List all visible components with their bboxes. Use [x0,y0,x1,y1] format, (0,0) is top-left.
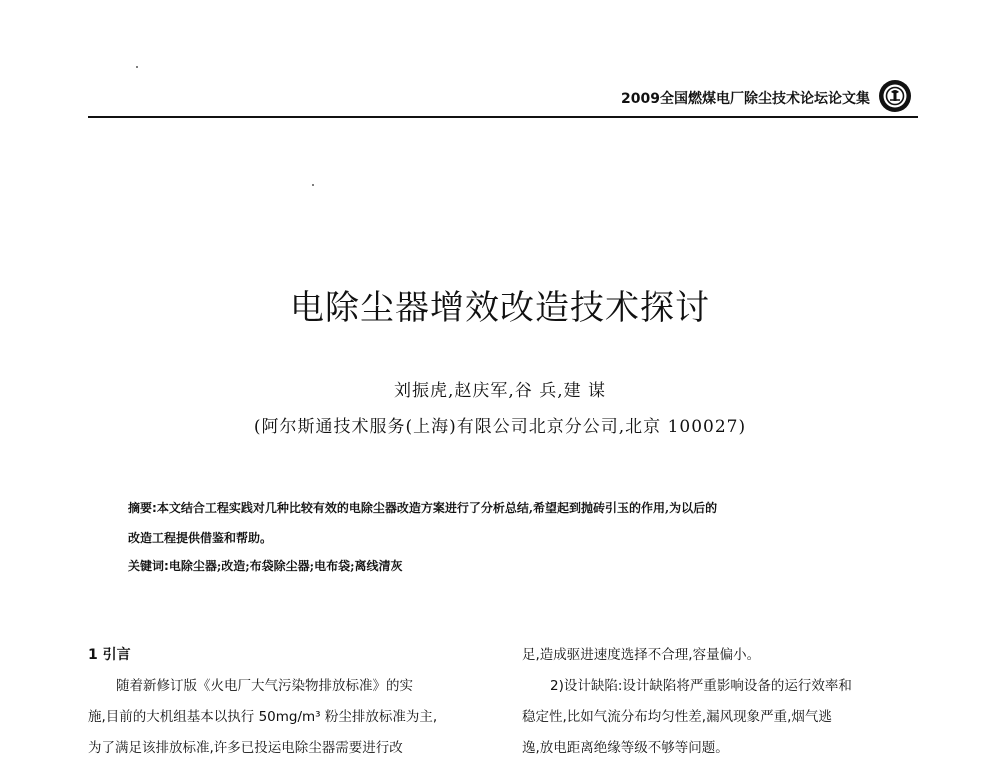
author-affiliation: (阿尔斯通技术服务(上海)有限公司北京分公司,北京 100027) [253,417,747,437]
abstract-label: 摘要: [128,501,157,515]
keywords-text: 电除尘器;改造;布袋除尘器;电布袋;离线清灰 [168,559,403,573]
body-line: 足,造成驱进速度选择不合理,容量偏小。 [522,647,761,663]
body-line: 随着新修订版《火电厂大气污染物排放标准》的实 [116,678,413,694]
conference-seal-icon [877,78,913,114]
keywords [128,557,888,574]
abstract-text-1: 本文结合工程实践对几种比较有效的电除尘器改造方案进行了分析总结,希望起到抛砖引玉的作用,为以后的 [156,501,718,515]
body-right-column [522,640,922,764]
body-line: 稳定性,比如气流分布均匀性差,漏风现象严重,烟气逃 [522,709,832,725]
abstract [128,493,888,553]
running-header: 2009全国燃煤电厂除尘技术论坛论文集 [621,91,870,107]
body-line: 逸,放电距离绝缘等级不够等问题。 [522,740,729,756]
body-line: 2)设计缺陷:设计缺陷将严重影响设备的运行效率和 [550,678,852,694]
keywords-label: 关键词: [128,559,169,573]
paper-title: 电除尘器增效改造技术探讨 [290,288,710,328]
header-rule [88,116,918,118]
body-line: 为了满足该排放标准,许多已投运电除尘器需要进行改 [88,740,403,756]
scan-speck [136,66,138,68]
scan-speck [312,184,314,186]
body-line: 施,目前的大机组基本以执行 50mg/m³ 粉尘排放标准为主, [88,709,438,725]
abstract-line-1 [128,493,888,523]
body-left-column [88,640,488,764]
author-list: 刘振虎,赵庆军,谷 兵,建 谋 [393,381,607,401]
section-heading-introduction: 1 引言 [88,647,131,663]
abstract-line-2: 改造工程提供借鉴和帮助。 [128,531,273,545]
